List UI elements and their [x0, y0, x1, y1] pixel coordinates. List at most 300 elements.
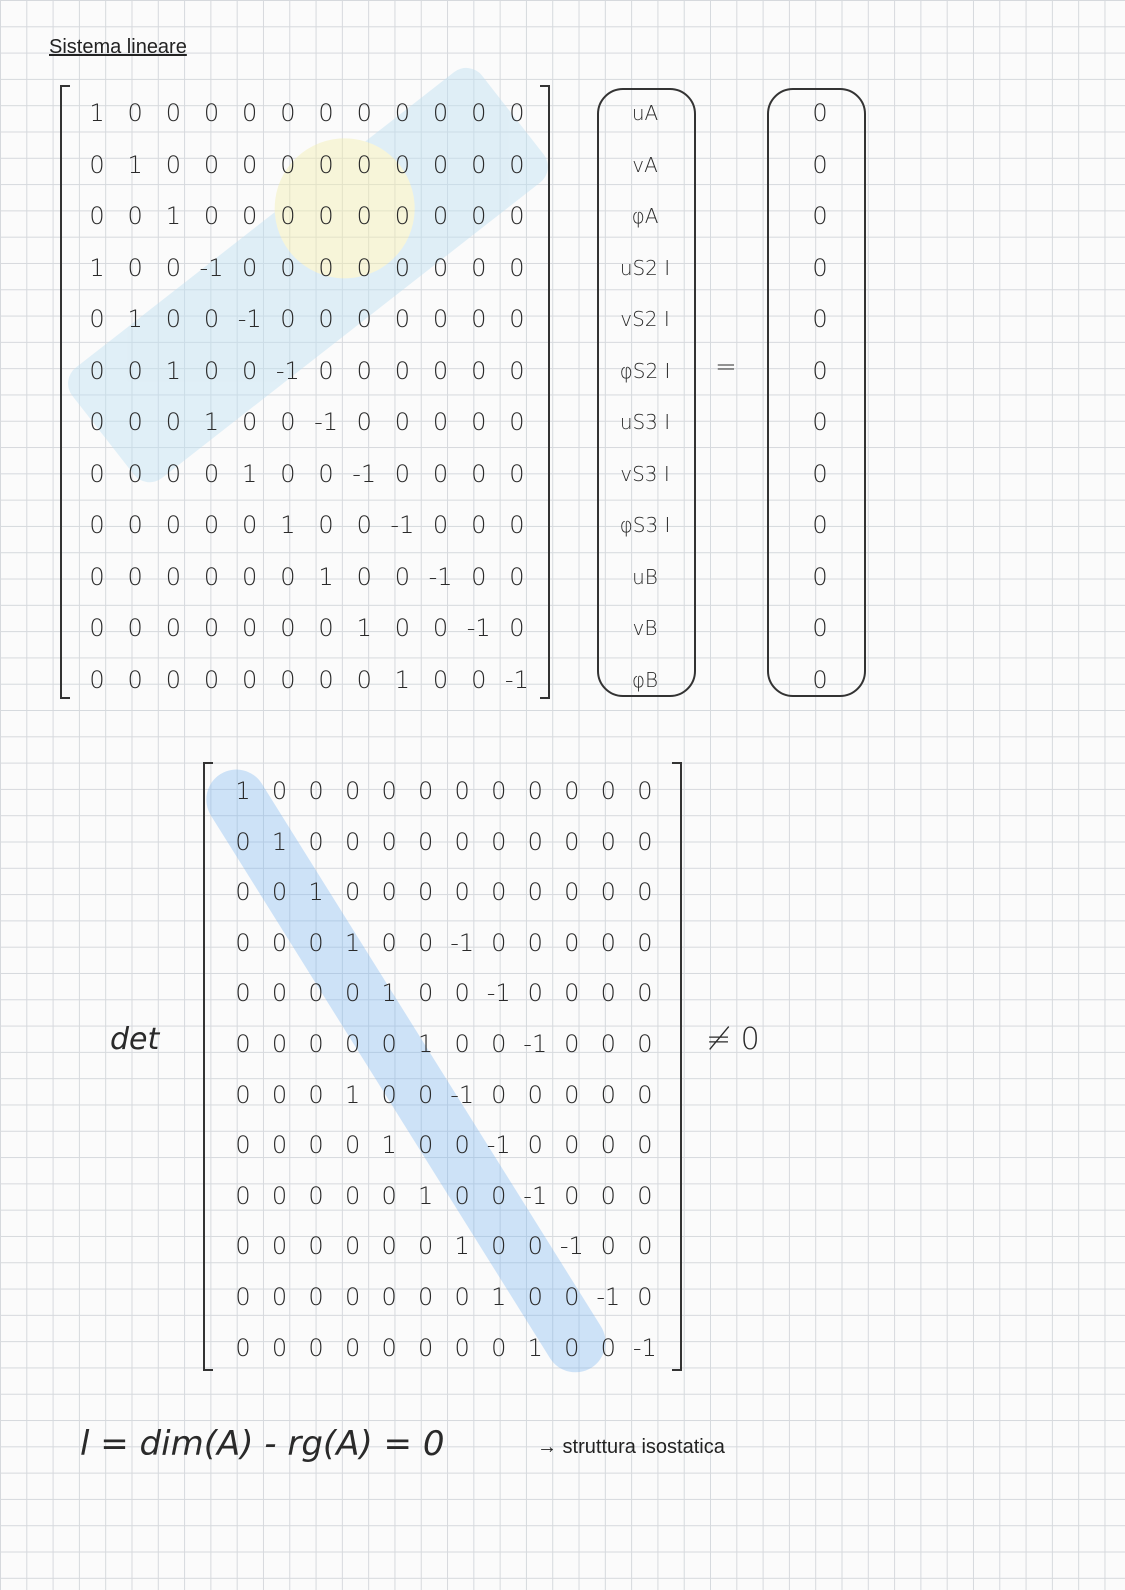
matrix-cell: 0: [344, 1232, 361, 1261]
matrix-cell: 1: [318, 562, 334, 591]
matrix-row: [82, 243, 532, 295]
matrix-cell: 0: [491, 827, 507, 856]
matrix-cell: 0: [127, 614, 143, 642]
det-matrix-row: [228, 1221, 660, 1272]
matrix-cell: 0: [280, 665, 296, 694]
matrix-cell: 0: [165, 665, 181, 694]
hyperstatic-degree-formula: l = dim(A) - rg(A) = 0: [80, 1424, 445, 1464]
matrix-cell: -1: [523, 1029, 548, 1058]
rhs-entry: 0: [812, 356, 828, 385]
matrix-cell: 0: [637, 1029, 653, 1058]
matrix-cell: 0: [454, 1282, 470, 1311]
matrix-cell: 0: [564, 1282, 580, 1311]
matrix-cell: 0: [344, 1181, 361, 1210]
matrix-cell: -1: [504, 665, 529, 694]
det-matrix-row: [228, 968, 660, 1019]
matrix-cell: 0: [242, 562, 258, 591]
matrix-cell: 0: [89, 614, 105, 642]
matrix-cell: 0: [564, 1333, 580, 1362]
matrix-cell: 0: [418, 1080, 434, 1109]
matrix-cell: 0: [242, 253, 258, 282]
matrix-cell: 0: [471, 511, 487, 539]
matrix-cell: -1: [486, 979, 511, 1008]
det-matrix-row: [228, 817, 660, 868]
unknown-entry: φS2 I: [619, 358, 671, 383]
matrix-cell: 0: [280, 150, 296, 179]
matrix-cell: 0: [271, 777, 288, 805]
rhs-entry: 0: [812, 150, 828, 179]
matrix-cell: 0: [344, 827, 361, 856]
unknown-entry: uS2 I: [619, 255, 671, 280]
matrix-cell: 0: [491, 777, 507, 805]
matrix-cell: 0: [564, 1181, 580, 1210]
matrix-cell: 0: [527, 777, 543, 805]
matrix-cell: 0: [509, 511, 525, 539]
matrix-cell: 0: [394, 305, 411, 333]
matrix-cell: 0: [203, 202, 220, 230]
matrix-cell: 0: [235, 1029, 251, 1058]
matrix-cell: 0: [203, 99, 220, 127]
matrix-cell: 0: [203, 511, 220, 539]
matrix-cell: 0: [509, 562, 525, 591]
unknown-entry: uS3 I: [619, 410, 671, 434]
matrix-cell: 1: [127, 305, 143, 333]
matrix-cell: 0: [381, 1232, 397, 1261]
matrix-cell: 0: [89, 150, 105, 179]
matrix-cell: -1: [275, 356, 300, 385]
matrix-cell: 0: [471, 356, 487, 385]
matrix-cell: 0: [308, 1333, 324, 1362]
matrix-cell: 0: [308, 1181, 324, 1210]
rhs-entry: 0: [812, 511, 828, 539]
matrix-cell: 0: [381, 1029, 397, 1058]
rhs-entry: 0: [812, 614, 828, 642]
matrix-cell: 0: [127, 459, 143, 488]
matrix-cell: 0: [564, 827, 580, 856]
unknown-entry: vB: [632, 616, 658, 640]
matrix-row: [82, 500, 532, 552]
matrix-cell: 0: [454, 1333, 470, 1362]
matrix-cell: 0: [509, 356, 525, 385]
matrix-cell: 0: [491, 1029, 507, 1058]
matrix-row: [82, 140, 532, 192]
rhs-entry: 0: [812, 305, 828, 333]
matrix-cell: 0: [491, 1080, 507, 1109]
matrix-cell: 0: [454, 979, 470, 1008]
matrix-cell: 0: [280, 253, 296, 282]
matrix-cell: 0: [203, 356, 220, 385]
matrix-cell: 0: [127, 99, 143, 127]
matrix-cell: -1: [450, 928, 475, 957]
matrix-cell: 1: [271, 827, 288, 856]
unknown-entry: φS3 I: [619, 513, 671, 537]
matrix-cell: 0: [165, 253, 181, 282]
matrix-cell: 0: [271, 1080, 288, 1109]
matrix-cell: 0: [242, 356, 258, 385]
matrix-cell: 1: [280, 511, 296, 539]
matrix-cell: 0: [344, 1131, 361, 1160]
matrix-cell: 0: [318, 511, 334, 539]
matrix-cell: 0: [280, 459, 296, 488]
matrix-cell: 0: [527, 979, 543, 1008]
rhs-vector: [780, 88, 860, 706]
matrix-cell: 1: [381, 1131, 397, 1160]
matrix-cell: 1: [165, 202, 181, 230]
unknown-entry: φB: [631, 667, 659, 692]
matrix-cell: 0: [509, 408, 525, 436]
matrix-cell: 0: [203, 614, 220, 642]
matrix-cell: 0: [381, 1080, 397, 1109]
matrix-cell: 0: [318, 665, 334, 694]
matrix-cell: 0: [527, 928, 543, 957]
matrix-cell: -1: [632, 1333, 657, 1362]
matrix-cell: 0: [89, 408, 105, 436]
matrix-cell: 0: [509, 305, 525, 333]
matrix-cell: 0: [89, 562, 105, 591]
matrix-cell: 0: [394, 253, 411, 282]
matrix-cell: 0: [203, 305, 220, 333]
matrix-cell: 0: [600, 827, 616, 856]
matrix-cell: -1: [559, 1232, 584, 1261]
matrix-cell: 0: [89, 665, 105, 694]
matrix-cell: 1: [89, 99, 105, 127]
rhs-entry: 0: [812, 253, 828, 282]
matrix-cell: 0: [308, 1282, 324, 1311]
matrix-cell: 0: [235, 1333, 251, 1362]
matrix-cell: 0: [127, 665, 143, 694]
matrix-cell: 0: [280, 408, 296, 436]
det-bracket-right: [672, 762, 682, 1371]
matrix-cell: 0: [418, 928, 434, 957]
matrix-cell: 0: [235, 1131, 251, 1160]
matrix-cell: 0: [637, 1232, 653, 1261]
matrix-cell: 0: [381, 1333, 397, 1362]
matrix-cell: 0: [165, 562, 181, 591]
matrix-cell: 0: [318, 99, 334, 127]
rhs-entry: 0: [812, 202, 828, 230]
matrix-cell: 0: [356, 408, 372, 436]
matrix-cell: 0: [280, 99, 296, 127]
unknown-entry: vA: [632, 152, 658, 177]
conclusion-text: → struttura isostatica: [537, 1436, 725, 1458]
matrix-cell: 0: [308, 1131, 324, 1160]
matrix-cell: 0: [527, 1232, 543, 1261]
matrix-cell: 0: [280, 562, 296, 591]
matrix-cell: -1: [352, 459, 377, 488]
matrix-cell: 0: [165, 614, 181, 642]
matrix-cell: -1: [596, 1282, 621, 1311]
matrix-cell: 0: [527, 1080, 543, 1109]
matrix-cell: 0: [235, 979, 251, 1008]
matrix-cell: 1: [418, 1029, 434, 1058]
matrix-cell: -1: [523, 1181, 548, 1210]
matrix-cell: 0: [454, 827, 470, 856]
matrix-cell: 0: [527, 878, 543, 907]
matrix-cell: 1: [165, 356, 181, 385]
matrix-cell: 0: [432, 665, 449, 694]
det-bracket-left: [203, 762, 213, 1371]
matrix-cell: 0: [271, 979, 288, 1008]
matrix-cell: 0: [381, 827, 397, 856]
matrix-cell: 0: [318, 202, 334, 230]
matrix-cell: 0: [318, 459, 334, 488]
matrix-cell: 1: [394, 665, 411, 694]
matrix-cell: 0: [491, 928, 507, 957]
matrix-cell: 0: [471, 99, 487, 127]
matrix-cell: 0: [235, 928, 251, 957]
matrix-cell: 0: [235, 1282, 251, 1311]
matrix-cell: 0: [127, 356, 143, 385]
matrix-cell: 0: [89, 459, 105, 488]
matrix-cell: 0: [394, 356, 411, 385]
matrix-cell: 0: [600, 1232, 616, 1261]
matrix-cell: 0: [394, 614, 411, 642]
matrix-cell: 0: [308, 1080, 324, 1109]
matrix-cell: 0: [471, 253, 487, 282]
matrix-cell: 0: [356, 511, 372, 539]
matrix-row: [82, 294, 532, 346]
matrix-cell: 0: [318, 614, 334, 642]
matrix-cell: 0: [381, 1181, 397, 1210]
matrix-cell: 0: [381, 878, 397, 907]
matrix-cell: 0: [637, 1080, 653, 1109]
det-matrix-row: [228, 1070, 660, 1121]
matrix-cell: 0: [418, 979, 434, 1008]
matrix-cell: 0: [356, 202, 372, 230]
matrix-cell: 0: [564, 878, 580, 907]
matrix-cell: 0: [454, 1131, 470, 1160]
matrix-cell: 0: [637, 928, 653, 957]
matrix-cell: 0: [344, 777, 361, 805]
matrix-cell: 0: [381, 777, 397, 805]
matrix-cell: 0: [637, 1181, 653, 1210]
rhs-entry: 0: [812, 562, 828, 591]
coefficient-matrix: [82, 88, 532, 706]
matrix-cell: 0: [242, 408, 258, 436]
matrix-cell: 0: [509, 202, 525, 230]
matrix-cell: 0: [356, 356, 372, 385]
matrix-cell: -1: [466, 614, 491, 642]
matrix-cell: 0: [165, 511, 181, 539]
matrix-cell: 0: [600, 1029, 616, 1058]
matrix-cell: 0: [280, 614, 296, 642]
matrix-cell: 0: [432, 408, 449, 436]
matrix-cell: 0: [271, 878, 288, 907]
matrix-cell: 0: [418, 1282, 434, 1311]
matrix-cell: -1: [199, 253, 224, 282]
matrix-cell: 0: [491, 1333, 507, 1362]
matrix-cell: 1: [242, 459, 258, 488]
det-matrix-row: [228, 1272, 660, 1323]
matrix-cell: 1: [527, 1333, 543, 1362]
matrix-cell: 0: [600, 928, 616, 957]
matrix-cell: 0: [527, 1131, 543, 1160]
matrix-cell: 0: [356, 99, 372, 127]
matrix-cell: 0: [600, 777, 616, 805]
matrix-cell: 1: [344, 928, 361, 957]
det-matrix-row: [228, 1120, 660, 1171]
det-matrix-row: [228, 918, 660, 969]
not-equal-zero: ≠ 0: [706, 1022, 760, 1057]
matrix-cell: 0: [318, 150, 334, 179]
matrix-row: [82, 88, 532, 140]
matrix-cell: 0: [356, 253, 372, 282]
matrix-cell: 0: [418, 1333, 434, 1362]
matrix-cell: -1: [428, 562, 453, 591]
matrix-cell: 0: [308, 777, 324, 805]
matrix-cell: -1: [390, 511, 415, 539]
matrix-cell: 0: [394, 150, 411, 179]
matrix-cell: 0: [471, 408, 487, 436]
matrix-cell: 0: [165, 99, 181, 127]
matrix-cell: 0: [394, 408, 411, 436]
matrix-cell: 0: [235, 827, 251, 856]
matrix-cell: 0: [271, 1029, 288, 1058]
matrix-cell: 1: [127, 150, 143, 179]
matrix-cell: 0: [418, 827, 434, 856]
matrix-cell: 0: [242, 511, 258, 539]
matrix-cell: 0: [564, 1080, 580, 1109]
matrix-cell: 0: [127, 253, 143, 282]
matrix-cell: 0: [318, 253, 334, 282]
matrix-cell: 0: [242, 614, 258, 642]
matrix-cell: 1: [491, 1282, 507, 1311]
matrix-cell: 0: [509, 459, 525, 488]
matrix-cell: 1: [203, 408, 220, 436]
rhs-entry: 0: [812, 459, 828, 488]
matrix-cell: 0: [271, 1131, 288, 1160]
matrix-cell: 0: [344, 878, 361, 907]
matrix-cell: 0: [127, 202, 143, 230]
matrix-cell: 0: [242, 202, 258, 230]
matrix-cell: 0: [235, 1181, 251, 1210]
det-matrix-row: [228, 1171, 660, 1222]
matrix-cell: 0: [89, 511, 105, 539]
matrix-cell: -1: [450, 1080, 475, 1109]
matrix-cell: 0: [235, 878, 251, 907]
matrix-cell: 0: [509, 99, 525, 127]
matrix-cell: 0: [235, 1080, 251, 1109]
matrix-cell: 0: [600, 1181, 616, 1210]
matrix-cell: 0: [471, 202, 487, 230]
matrix-cell: 0: [471, 305, 487, 333]
matrix-cell: 0: [418, 777, 434, 805]
matrix-cell: 0: [432, 511, 449, 539]
matrix-cell: 0: [381, 1282, 397, 1311]
matrix-cell: 0: [471, 665, 487, 694]
matrix-cell: 0: [344, 1333, 361, 1362]
matrix-cell: 0: [454, 1029, 470, 1058]
matrix-cell: 0: [637, 878, 653, 907]
matrix-cell: 0: [89, 305, 105, 333]
matrix-cell: 0: [394, 459, 411, 488]
matrix-cell: 0: [356, 305, 372, 333]
matrix-cell: 0: [394, 202, 411, 230]
matrix-cell: 0: [242, 665, 258, 694]
matrix-cell: 0: [637, 979, 653, 1008]
matrix-cell: 0: [418, 878, 434, 907]
matrix-cell: 0: [600, 878, 616, 907]
det-matrix-row: [228, 1019, 660, 1070]
det-label: det: [110, 1022, 160, 1057]
matrix-cell: 0: [308, 928, 324, 957]
matrix-cell: 0: [271, 928, 288, 957]
matrix-cell: 0: [394, 562, 411, 591]
matrix-cell: 0: [280, 305, 296, 333]
matrix-cell: 0: [203, 150, 220, 179]
matrix-cell: 0: [491, 1181, 507, 1210]
matrix-cell: 1: [308, 878, 324, 907]
matrix-row: [82, 191, 532, 243]
matrix-cell: 0: [271, 1232, 288, 1261]
matrix-cell: 0: [509, 614, 525, 642]
page-title: Sistema lineare: [49, 36, 187, 58]
matrix-cell: 0: [271, 1181, 288, 1210]
matrix-cell: 0: [394, 99, 411, 127]
matrix-cell: 0: [432, 305, 449, 333]
matrix-cell: 0: [381, 928, 397, 957]
matrix-row: [82, 552, 532, 604]
det-matrix-row: [228, 766, 660, 817]
matrix-bracket-right: [540, 85, 550, 699]
matrix-cell: 0: [418, 1232, 434, 1261]
det-matrix: [228, 766, 660, 1373]
matrix-cell: 0: [491, 878, 507, 907]
matrix-cell: 0: [318, 356, 334, 385]
matrix-cell: -1: [314, 408, 338, 436]
matrix-cell: 0: [418, 1131, 434, 1160]
matrix-cell: 0: [308, 827, 324, 856]
matrix-cell: 1: [344, 1080, 361, 1109]
unknown-entry: vS2 I: [620, 307, 670, 331]
matrix-cell: 0: [637, 1282, 653, 1311]
det-matrix-row: [228, 1323, 660, 1374]
equals-sign: =: [715, 352, 737, 382]
rhs-entry: 0: [812, 408, 828, 436]
matrix-bracket-left: [60, 85, 70, 699]
unknown-entry: φA: [631, 204, 659, 228]
matrix-cell: 0: [344, 1282, 361, 1311]
matrix-cell: 0: [564, 928, 580, 957]
matrix-cell: 0: [432, 356, 449, 385]
matrix-cell: 0: [165, 150, 181, 179]
matrix-cell: 0: [454, 1181, 470, 1210]
matrix-cell: 0: [308, 1232, 324, 1261]
matrix-cell: 0: [432, 614, 449, 642]
matrix-cell: 0: [564, 1131, 580, 1160]
matrix-cell: 0: [600, 1080, 616, 1109]
matrix-row: [82, 397, 532, 449]
matrix-cell: 1: [356, 614, 372, 642]
matrix-cell: 0: [271, 1282, 288, 1311]
matrix-cell: 1: [235, 777, 251, 805]
matrix-cell: 0: [165, 408, 181, 436]
matrix-cell: 0: [471, 459, 487, 488]
matrix-row: [82, 603, 532, 655]
matrix-cell: 0: [491, 1232, 507, 1261]
unknowns-vector: [605, 88, 685, 706]
unknown-entry: vS3 I: [620, 461, 670, 486]
matrix-cell: 0: [356, 150, 372, 179]
det-matrix-row: [228, 867, 660, 918]
matrix-cell: 0: [235, 1232, 251, 1261]
matrix-cell: 0: [454, 777, 470, 805]
matrix-cell: -1: [237, 305, 262, 333]
matrix-row: [82, 449, 532, 501]
matrix-cell: 0: [318, 305, 334, 333]
matrix-cell: 0: [509, 150, 525, 179]
matrix-cell: 0: [308, 1029, 324, 1058]
